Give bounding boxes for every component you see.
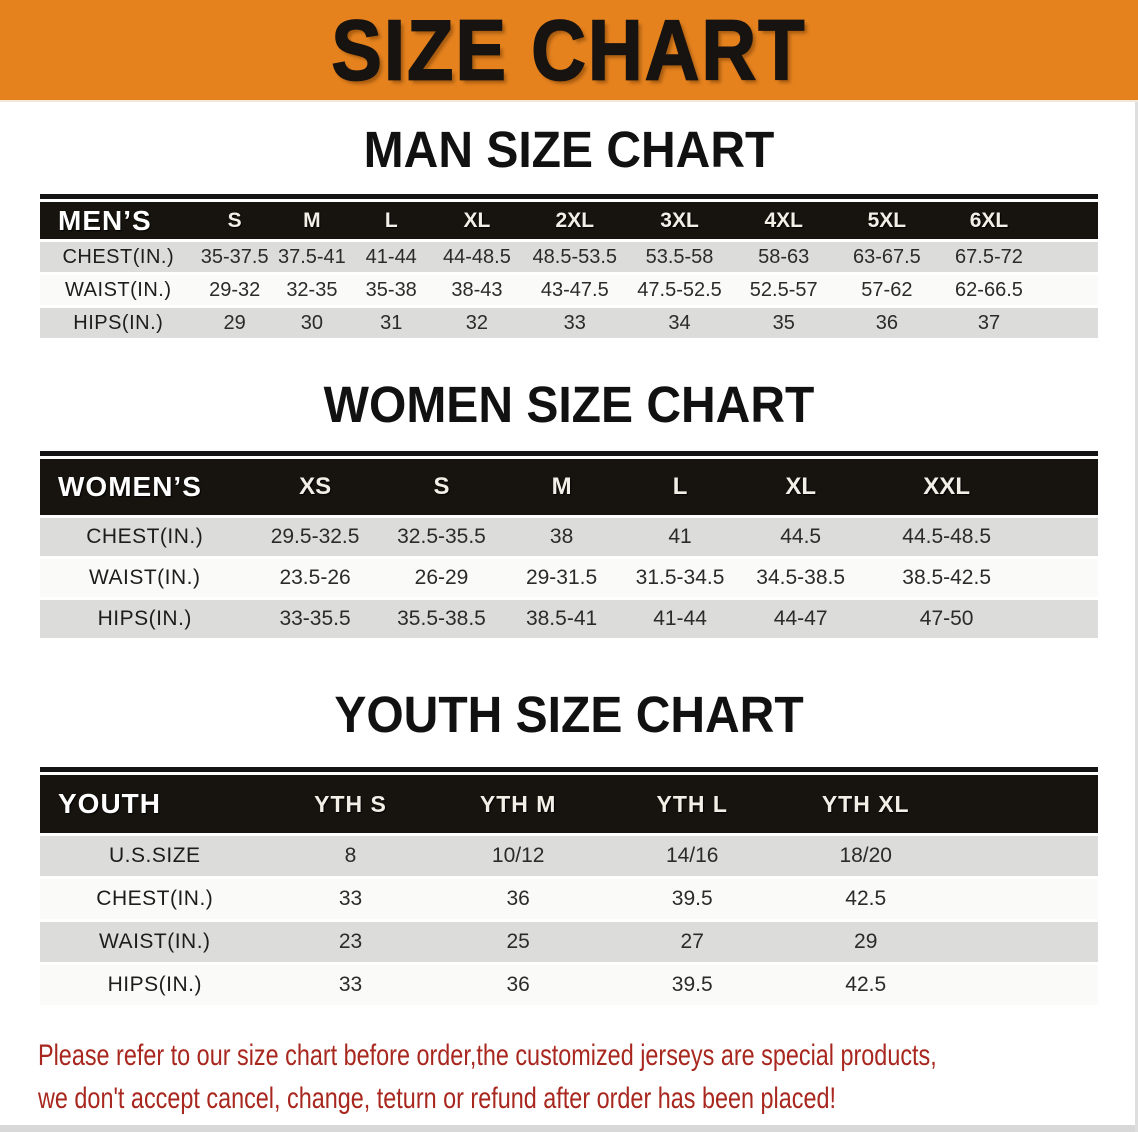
filler-cell bbox=[1040, 242, 1098, 272]
women-size-table bbox=[40, 456, 1098, 641]
youth-section-heading-text: YOUTH SIZE CHART bbox=[334, 687, 804, 744]
table-row bbox=[40, 275, 1098, 305]
filler-cell bbox=[952, 965, 1098, 1005]
filler-cell bbox=[952, 922, 1098, 962]
women-section-heading bbox=[0, 377, 1138, 434]
banner-title: SIZE CHART bbox=[331, 2, 807, 98]
youth-size-table bbox=[40, 772, 1098, 1008]
filler-cell bbox=[1040, 308, 1098, 338]
table-row bbox=[40, 600, 1098, 638]
size-value-cell: 23.5-26 bbox=[249, 559, 380, 597]
filler-cell bbox=[1031, 600, 1098, 638]
banner bbox=[0, 0, 1138, 102]
filler-cell bbox=[1031, 518, 1098, 556]
size-value-cell: 25 bbox=[431, 922, 605, 962]
row-label: WAIST(IN.) bbox=[40, 275, 197, 305]
size-value-cell: 36 bbox=[431, 965, 605, 1005]
table-row bbox=[40, 242, 1098, 272]
men-size-table bbox=[40, 199, 1098, 341]
size-value-cell: 33-35.5 bbox=[249, 600, 380, 638]
filler-cell bbox=[1031, 559, 1098, 597]
size-value-cell: 10/12 bbox=[431, 836, 605, 876]
size-value-cell: 38-43 bbox=[431, 275, 522, 305]
size-value-cell: 32.5-35.5 bbox=[381, 518, 503, 556]
filler-cell bbox=[952, 879, 1098, 919]
filler-cell bbox=[952, 775, 1098, 833]
size-value-cell: 44-47 bbox=[739, 600, 862, 638]
notice-line-1: Please refer to our size chart before order,the customized jerseys are special products, bbox=[38, 1039, 937, 1072]
size-value-cell: 18/20 bbox=[780, 836, 952, 876]
size-value-cell: 34 bbox=[627, 308, 732, 338]
size-value-cell: 32-35 bbox=[273, 275, 351, 305]
footer-notice bbox=[38, 1034, 1138, 1120]
row-label: HIPS(IN.) bbox=[40, 600, 249, 638]
size-column-header: 4XL bbox=[732, 202, 836, 239]
size-value-cell: 35.5-38.5 bbox=[381, 600, 503, 638]
table-corner-label: YOUTH bbox=[40, 775, 270, 833]
size-value-cell: 57-62 bbox=[836, 275, 939, 305]
table-row bbox=[40, 965, 1098, 1005]
size-column-header: 6XL bbox=[938, 202, 1040, 239]
table-row bbox=[40, 308, 1098, 338]
size-value-cell: 63-67.5 bbox=[836, 242, 939, 272]
size-value-cell: 36 bbox=[836, 308, 939, 338]
size-value-cell: 44.5-48.5 bbox=[862, 518, 1031, 556]
notice-line-2: we don't accept cancel, change, teturn or refund after order has been placed! bbox=[38, 1082, 836, 1115]
row-label: U.S.SIZE bbox=[40, 836, 270, 876]
size-chart-sections bbox=[0, 122, 1138, 1008]
size-column-header: L bbox=[351, 202, 431, 239]
women-table-wrap bbox=[40, 451, 1098, 641]
size-column-header: M bbox=[273, 202, 351, 239]
men-section-heading bbox=[0, 122, 1138, 179]
size-value-cell: 23 bbox=[270, 922, 432, 962]
table-row bbox=[40, 836, 1098, 876]
size-value-cell: 32 bbox=[431, 308, 522, 338]
size-column-header: 3XL bbox=[627, 202, 732, 239]
row-label: CHEST(IN.) bbox=[40, 242, 197, 272]
size-value-cell: 29 bbox=[780, 922, 952, 962]
size-column-header: 5XL bbox=[836, 202, 939, 239]
table-row bbox=[40, 879, 1098, 919]
size-value-cell: 29-32 bbox=[197, 275, 273, 305]
size-value-cell: 33 bbox=[270, 879, 432, 919]
filler-cell bbox=[952, 836, 1098, 876]
size-value-cell: 67.5-72 bbox=[938, 242, 1040, 272]
size-value-cell: 36 bbox=[431, 879, 605, 919]
youth-section-heading bbox=[0, 687, 1138, 744]
size-value-cell: 52.5-57 bbox=[732, 275, 836, 305]
row-label: WAIST(IN.) bbox=[40, 922, 270, 962]
row-label: WAIST(IN.) bbox=[40, 559, 249, 597]
size-value-cell: 58-63 bbox=[732, 242, 836, 272]
row-label: CHEST(IN.) bbox=[40, 518, 249, 556]
table-corner-label: MEN’S bbox=[40, 202, 197, 239]
size-value-cell: 42.5 bbox=[780, 965, 952, 1005]
youth-table-wrap bbox=[40, 767, 1098, 1008]
size-column-header: YTH M bbox=[431, 775, 605, 833]
size-value-cell: 30 bbox=[273, 308, 351, 338]
size-value-cell: 44.5 bbox=[739, 518, 862, 556]
size-value-cell: 33 bbox=[522, 308, 627, 338]
women-section-heading-text: WOMEN SIZE CHART bbox=[323, 377, 815, 434]
size-value-cell: 29-31.5 bbox=[502, 559, 620, 597]
row-label: HIPS(IN.) bbox=[40, 965, 270, 1005]
filler-cell bbox=[1040, 275, 1098, 305]
men-size-section bbox=[0, 122, 1138, 341]
row-label: HIPS(IN.) bbox=[40, 308, 197, 338]
filler-cell bbox=[1031, 459, 1098, 515]
table-row bbox=[40, 559, 1098, 597]
size-column-header: XS bbox=[249, 459, 380, 515]
size-value-cell: 38.5-42.5 bbox=[862, 559, 1031, 597]
table-row bbox=[40, 922, 1098, 962]
size-column-header: YTH XL bbox=[780, 775, 952, 833]
size-column-header: YTH L bbox=[605, 775, 780, 833]
size-column-header: XL bbox=[431, 202, 522, 239]
men-section-heading-text: MAN SIZE CHART bbox=[363, 122, 775, 179]
size-column-header: S bbox=[197, 202, 273, 239]
size-value-cell: 31.5-34.5 bbox=[621, 559, 739, 597]
size-value-cell: 35-38 bbox=[351, 275, 431, 305]
size-value-cell: 31 bbox=[351, 308, 431, 338]
size-value-cell: 48.5-53.5 bbox=[522, 242, 627, 272]
bottom-edge-strip bbox=[0, 1125, 1138, 1132]
size-column-header: XL bbox=[739, 459, 862, 515]
youth-size-section bbox=[0, 687, 1138, 1008]
table-corner-label: WOMEN’S bbox=[40, 459, 249, 515]
size-value-cell: 29.5-32.5 bbox=[249, 518, 380, 556]
size-value-cell: 8 bbox=[270, 836, 432, 876]
size-value-cell: 44-48.5 bbox=[431, 242, 522, 272]
size-value-cell: 62-66.5 bbox=[938, 275, 1040, 305]
men-table-wrap bbox=[40, 194, 1098, 341]
size-value-cell: 53.5-58 bbox=[627, 242, 732, 272]
filler-cell bbox=[1040, 202, 1098, 239]
size-value-cell: 47.5-52.5 bbox=[627, 275, 732, 305]
size-value-cell: 26-29 bbox=[381, 559, 503, 597]
size-value-cell: 41-44 bbox=[351, 242, 431, 272]
size-value-cell: 39.5 bbox=[605, 965, 780, 1005]
women-size-section bbox=[0, 377, 1138, 641]
size-value-cell: 38.5-41 bbox=[502, 600, 620, 638]
size-column-header: YTH S bbox=[270, 775, 432, 833]
size-column-header: 2XL bbox=[522, 202, 627, 239]
size-value-cell: 37.5-41 bbox=[273, 242, 351, 272]
size-value-cell: 47-50 bbox=[862, 600, 1031, 638]
size-value-cell: 35-37.5 bbox=[197, 242, 273, 272]
size-column-header: XXL bbox=[862, 459, 1031, 515]
row-label: CHEST(IN.) bbox=[40, 879, 270, 919]
size-value-cell: 41 bbox=[621, 518, 739, 556]
size-value-cell: 33 bbox=[270, 965, 432, 1005]
size-value-cell: 29 bbox=[197, 308, 273, 338]
size-column-header: S bbox=[381, 459, 503, 515]
size-value-cell: 41-44 bbox=[621, 600, 739, 638]
size-column-header: L bbox=[621, 459, 739, 515]
size-column-header: M bbox=[502, 459, 620, 515]
size-value-cell: 14/16 bbox=[605, 836, 780, 876]
size-value-cell: 37 bbox=[938, 308, 1040, 338]
size-value-cell: 35 bbox=[732, 308, 836, 338]
table-row bbox=[40, 518, 1098, 556]
size-value-cell: 42.5 bbox=[780, 879, 952, 919]
size-value-cell: 38 bbox=[502, 518, 620, 556]
size-value-cell: 27 bbox=[605, 922, 780, 962]
size-value-cell: 34.5-38.5 bbox=[739, 559, 862, 597]
size-value-cell: 39.5 bbox=[605, 879, 780, 919]
size-value-cell: 43-47.5 bbox=[522, 275, 627, 305]
